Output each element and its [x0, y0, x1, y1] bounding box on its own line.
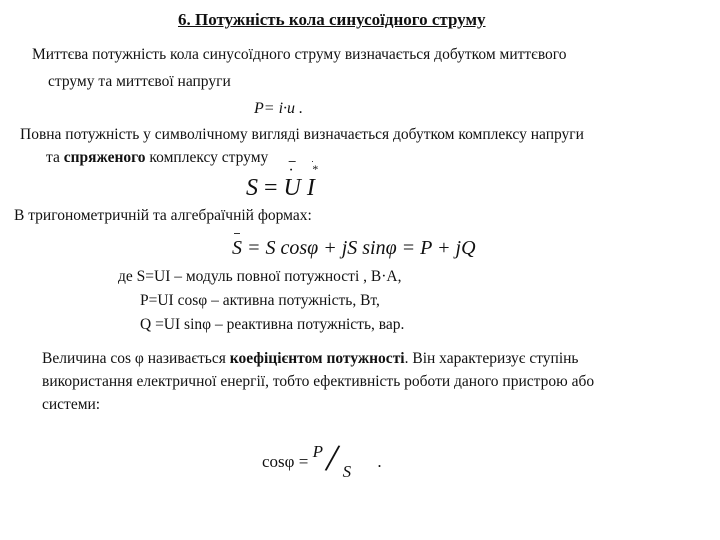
paragraph-full-line2-bold: спряженого	[63, 149, 146, 166]
paragraph-full-line2-prefix: та	[46, 149, 64, 166]
formula-full-equals: =	[264, 175, 278, 201]
paragraph-full-line2	[46, 149, 268, 167]
paragraph-factor-prefix: Величина cos φ називається	[42, 350, 230, 367]
paragraph-factor-line1	[42, 350, 579, 368]
paragraph-full-line2-suffix: комплексу струму	[145, 149, 269, 166]
page-title: 6. Потужність кола синусоїдного струму	[178, 10, 486, 29]
formula-trig-S: S	[232, 237, 242, 259]
paragraph-instant-line2: струму та миттєвої напруги	[48, 73, 231, 90]
formula-instant-power: P= i·u .	[254, 100, 304, 117]
formula-cos-period: .	[377, 452, 382, 471]
formula-full-S: S	[246, 175, 258, 201]
paragraph-factor-bold: коефіцієнтом потужності	[229, 350, 405, 367]
definition-active: P=UI cosφ – активна потужність, Вт,	[140, 292, 380, 309]
definition-apparent: де S=UI – модуль повної потужності , В·А,	[118, 268, 402, 285]
formula-cos-numerator: P	[312, 442, 323, 461]
paragraph-factor-line2: використання електричної енергії, тобто ефективність роботи даного пристрою або	[42, 373, 595, 390]
paragraph-full-line1: Повна потужність у символічному вигляді визначається добутком комплексу напруги	[20, 126, 584, 143]
paragraph-forms: В тригонометричній та алгебраїчній формах:	[14, 207, 312, 224]
definition-reactive: Q =UI sinφ – реактивна потужність, вар.	[140, 316, 405, 333]
formula-trig-rest: = S cosφ + jS sinφ = P + jQ	[242, 237, 476, 259]
formula-full-I: * I	[307, 175, 315, 202]
formula-trig	[232, 237, 476, 260]
formula-full-U: · U	[284, 175, 301, 202]
formula-cos-slash: /	[323, 434, 343, 481]
paragraph-instant-line1: Миттєва потужність кола синусоїдного струму визначається добутком миттєвого	[32, 46, 567, 63]
formula-cos-denominator: S	[342, 462, 352, 481]
formula-cos-left: cosφ =	[262, 452, 313, 471]
formula-power-factor	[262, 430, 382, 481]
paragraph-factor-line3: системи:	[42, 396, 101, 413]
formula-full-power	[246, 175, 315, 202]
paragraph-factor-suffix: . Він характеризує ступінь	[404, 350, 579, 367]
